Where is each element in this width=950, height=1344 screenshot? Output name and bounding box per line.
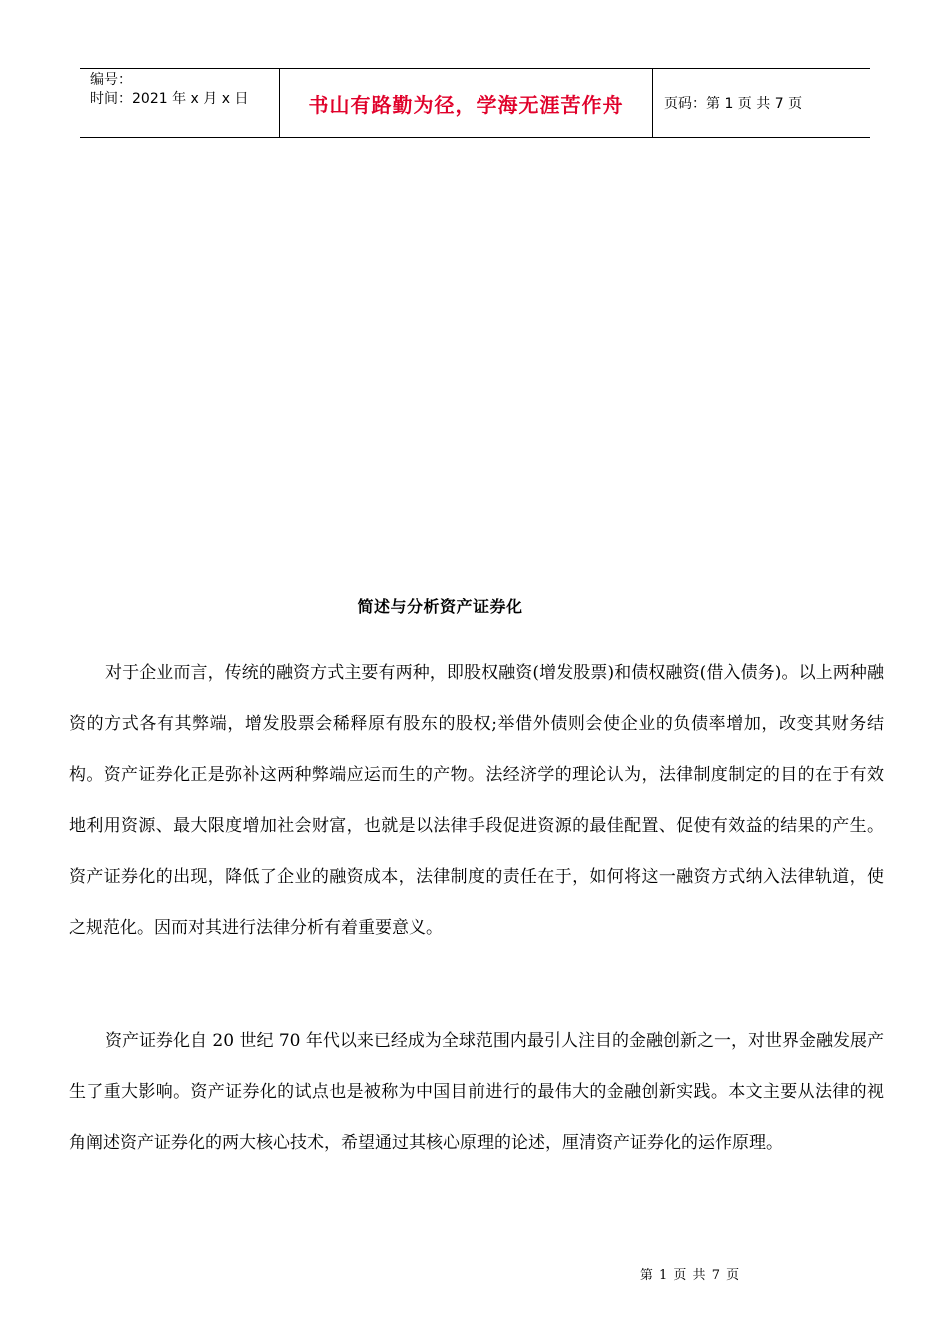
header-motto-cell [280, 69, 653, 137]
number-label: 编号： [90, 72, 132, 88]
page-label: 页码：第 1 页 共 7 页 [664, 96, 803, 112]
header-page-cell [653, 69, 870, 137]
page-footer: 第 1 页 共 7 页 [639, 1268, 741, 1283]
body-paragraph: 资产证券化自 20 世纪 70 年代以来已经成为全球范围内最引人注目的金融创新之一，对世界金融发展产生了重大影响。资产证券化的试点也是被称为中国目前进行的最伟大的金融创新实践。本文主要从法律的视角阐述资产证券化的两大核心技术，希望通过其核心原理的论述，厘清资产证券化的运作原理。 [69, 1031, 884, 1153]
document-title: 简述与分析资产证券化 [357, 597, 523, 616]
body-paragraph: 对于企业而言，传统的融资方式主要有两种，即股权融资(增发股票)和债权融资(借入债务)。以上两种融资的方式各有其弊端，增发股票会稀释原有股东的股权;举借外债则会使企业的负债率增加，改变其财务结构。资产证券化正是弥补这两种弊端应运而生的产物。法经济学的理论认为，法律制度制定的目的在于有效地利用资源、最大限度增加社会财富，也就是以法律手段促进资源的最佳配置、促使有效益的结果的产生。资产证券化的出现，降低了企业的融资成本，法律制度的责任在于，如何将这一融资方式纳入法律轨道，使之规范化。因而对其进行法律分析有着重要意义。 [69, 663, 884, 938]
time-label: 时间：2021 年 x 月 x 日 [90, 91, 249, 107]
header-info-cell [80, 69, 280, 137]
document-header [80, 68, 870, 138]
motto-text: 书山有路勤为径，学海无涯苦作舟 [308, 92, 624, 117]
